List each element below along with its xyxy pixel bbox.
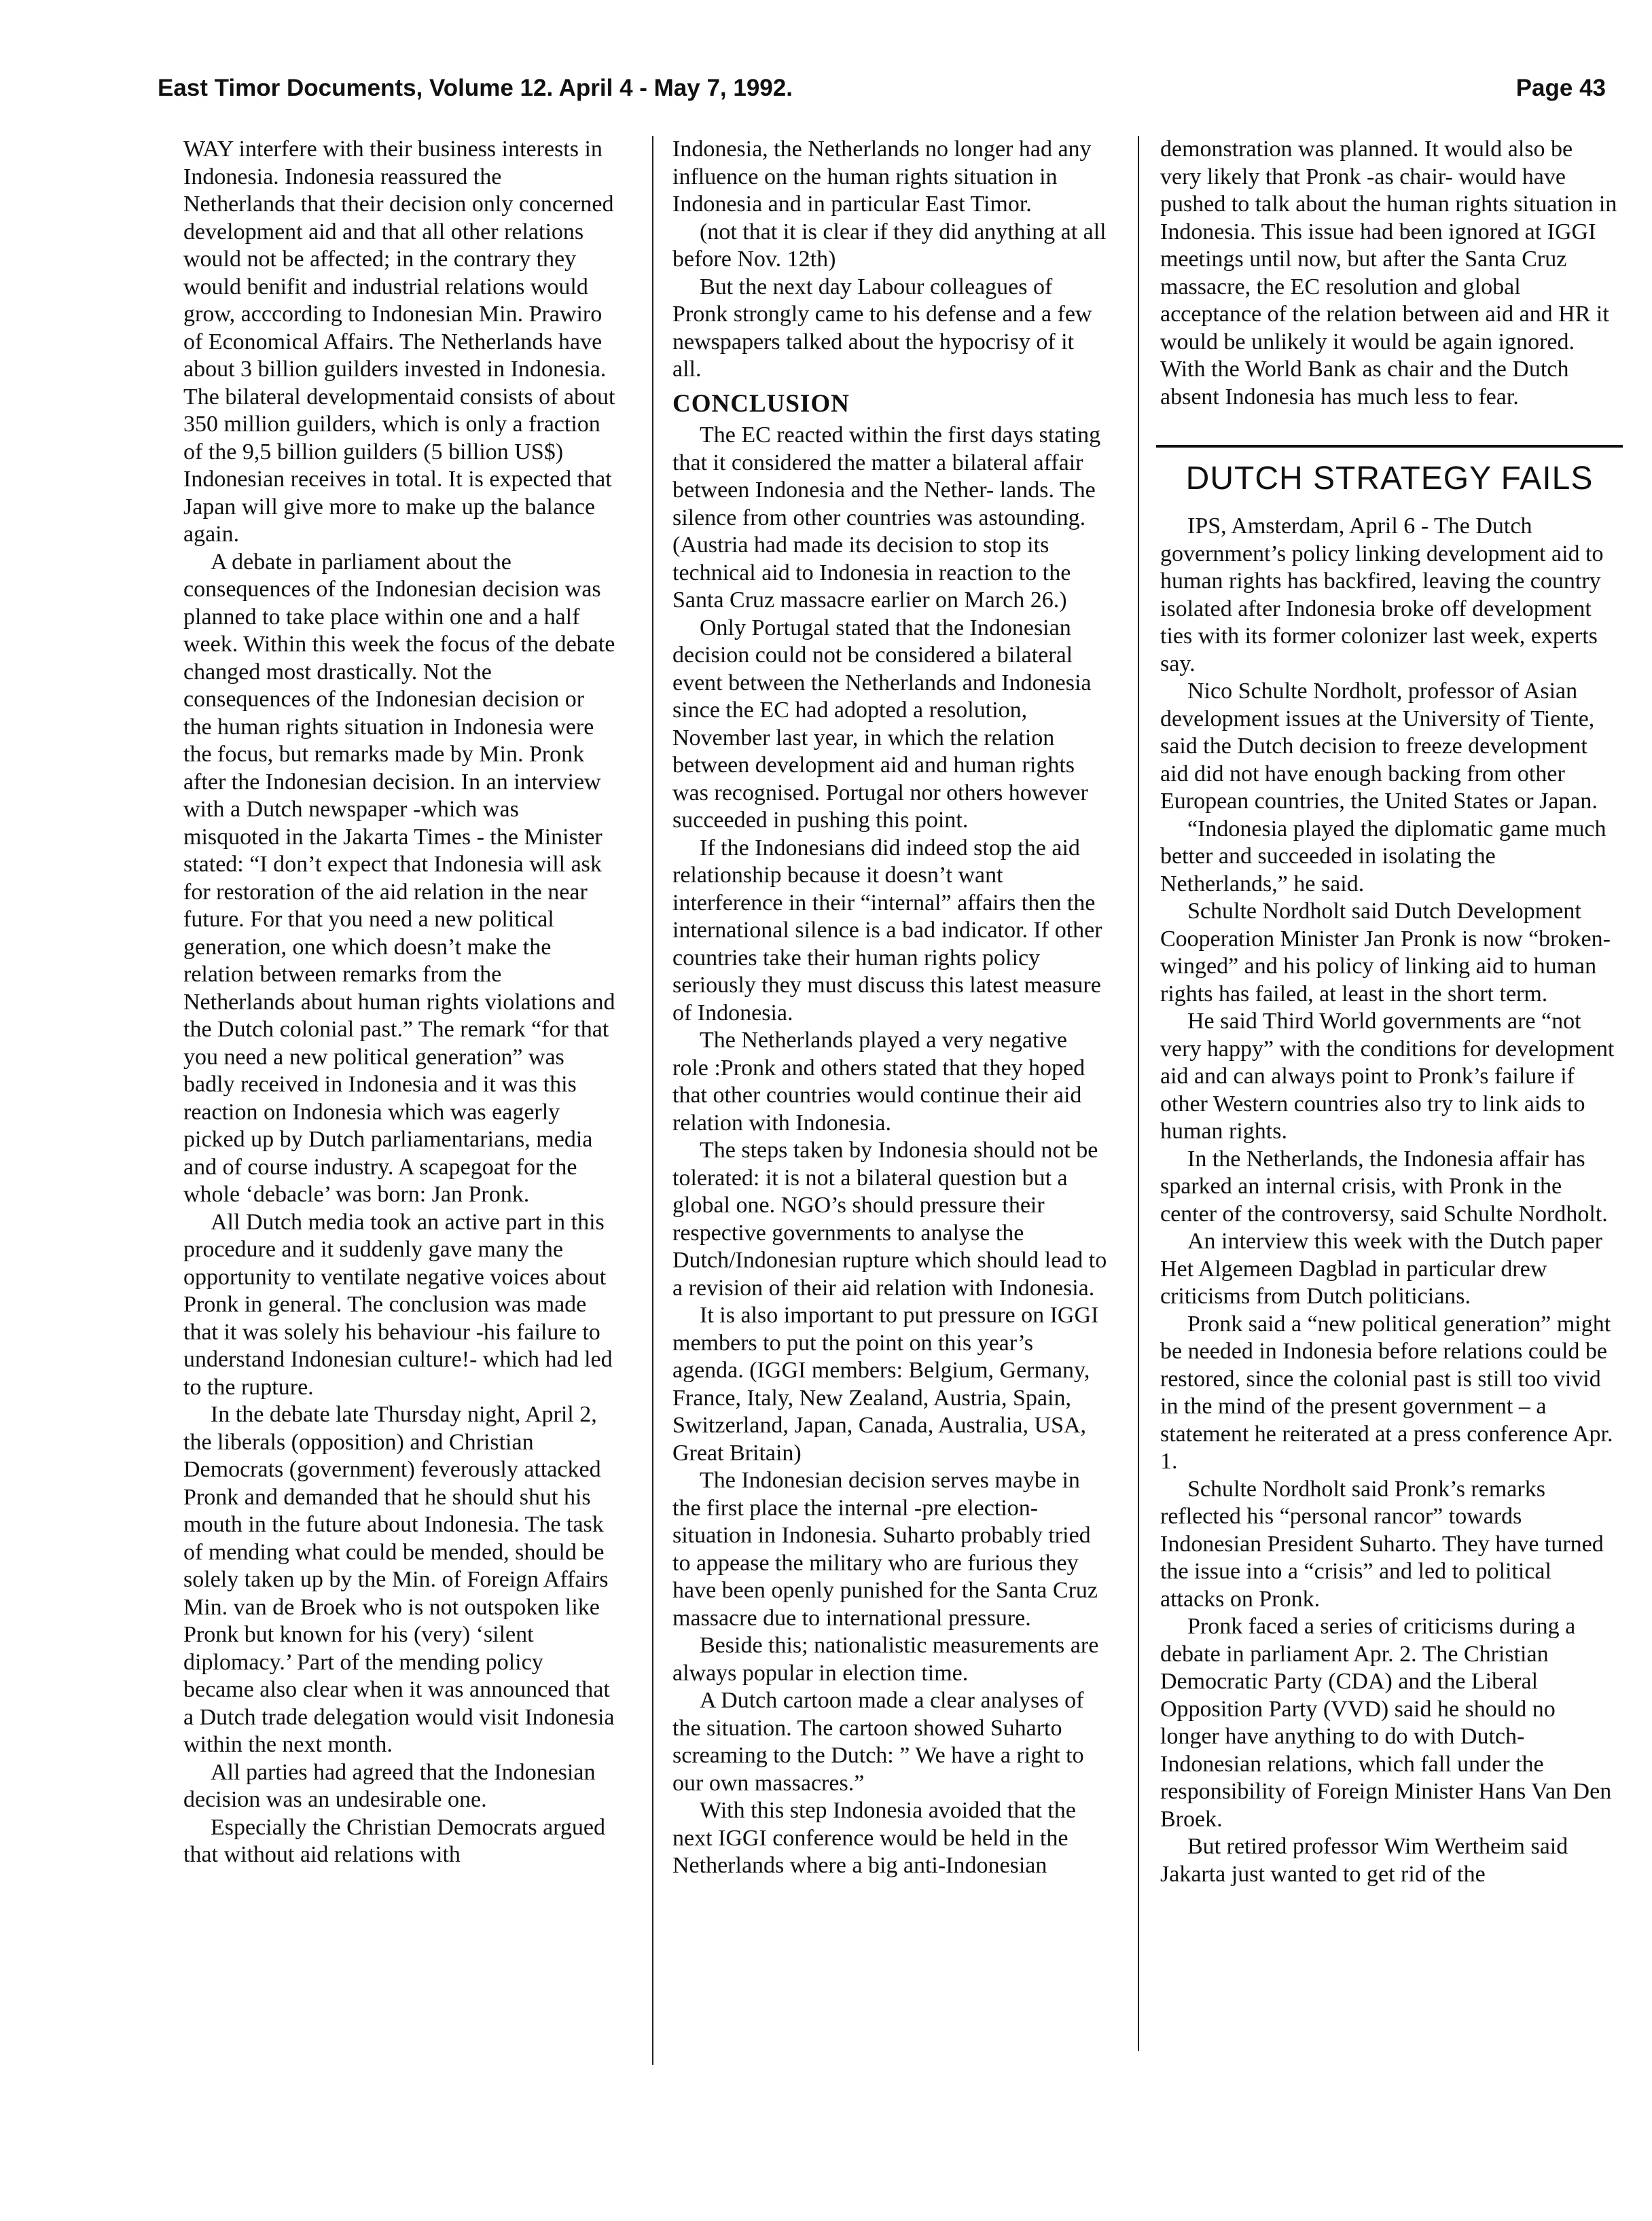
- column-2: [672, 136, 1107, 1880]
- paragraph: IPS, Amsterdam, April 6 - The Dutch government’s policy linking development aid to human rights has backfired, leaving the country isolated after Indonesia broke off development ties with its former colonizer last week, experts say.: [1160, 513, 1604, 676]
- paragraph: All parties had agreed that the Indonesian decision was an undesirable one.: [183, 1759, 596, 1812]
- paragraph: Pronk faced a series of criticisms during a debate in parliament Apr. 2. The Christian Democratic Party (CDA) and the Liberal Opposition Party (VVD) said he should no longer have anything to do with Dutch-Indonesian relations, which fall under the responsibility of Foreign Minister Hans Van Den Broek.: [1160, 1614, 1612, 1832]
- paragraph: It is also important to put pressure on IGGI members to put the point on this year’s agenda. (IGGI members: Belgium, Germany, France, Italy, New Zealand, Austria, Spain, Switzerland, Japan, Canada, Australia, USA, Great Britain): [672, 1303, 1099, 1466]
- paragraph: Indonesia, the Netherlands no longer had any influence on the human rights situation in Indonesia and in particular East Timor.: [672, 137, 1092, 217]
- paragraph: All Dutch media took an active part in this procedure and it suddenly gave many the opportunity to ventilate negative voices about Pronk in general. The conclusion was made that it was solely his behaviour -his failure to understand Indonesian culture!- which had led to the rupture.: [183, 1209, 613, 1400]
- paragraph: With this step Indonesia avoided that the next IGGI conference would be held in the Netherlands where a big anti-Indonesian: [672, 1798, 1076, 1878]
- paragraph: An interview this week with the Dutch paper Het Algemeen Dagblad in particular drew criticisms from Dutch politicians.: [1160, 1229, 1602, 1309]
- article-divider: [1156, 445, 1623, 448]
- paragraph: WAY interfere with their business interests in Indonesia. Indonesia reassured the Netherlands that their decision only concerned development aid and that all other relations would not be affected; in the contrary they would benifit and industrial relations would grow, acccording to Indonesian Min. Prawiro of Economical Affairs. The Netherlands have about 3 billion guilders invested in Indonesia. The bilateral developmentaid consists of about 350 million guilders, which is only a fraction of the 9,5 billion guilders (5 billion US$) Indonesian receives in total. It is expected that Japan will give more to make up the balance again.: [183, 137, 615, 547]
- paragraph: Schulte Nordholt said Pronk’s remarks reflected his “personal rancor” towards Indonesian President Suharto. They have turned the issue into a “crisis” and led to political attacks on Pronk.: [1160, 1476, 1604, 1612]
- publication-title: East Timor Documents, Volume 12. April 4 - May 7, 1992.: [158, 75, 793, 101]
- paragraph: If the Indonesians did indeed stop the aid relationship because it doesn’t want interference in their “internal” affairs then the international silence is a bad indicator. If other countries take their human rights policy seriously they must discuss this latest measure of Indonesia.: [672, 835, 1102, 1026]
- page-number: Page 43: [1515, 75, 1606, 101]
- column-divider: [1138, 136, 1139, 2051]
- article-title: DUTCH STRATEGY FAILS: [1185, 461, 1594, 496]
- paragraph: Schulte Nordholt said Dutch Development Cooperation Minister Jan Pronk is now “broken-winged” and his policy of linking aid to human rights has failed, at least in the short term.: [1160, 899, 1611, 1007]
- paragraph: Only Portugal stated that the Indonesian decision could not be considered a bilateral event between the Netherlands and Indonesia since the EC had adopted a resolution, November last year, in which the relation between development aid and human rights was recognised. Portugal nor others however succeeded in pushing this point.: [672, 615, 1092, 833]
- column-divider: [652, 136, 653, 2065]
- column-1: [183, 136, 618, 1869]
- paragraph: The Netherlands played a very negative role :Pronk and others stated that they hoped that other countries would continue their aid relation with Indonesia.: [672, 1028, 1085, 1136]
- paragraph: The steps taken by Indonesia should not be tolerated: it is not a bilateral question but a global one. NGO’s should pressure their respective governments to analyse the Dutch/Indonesian rupture which should lead to a revision of their aid relation with Indonesia.: [672, 1138, 1107, 1301]
- paragraph: (not that it is clear if they did anything at all before Nov. 12th): [672, 219, 1107, 272]
- paragraph: “Indonesia played the diplomatic game much better and succeeded in isolating the Netherlands,” he said.: [1160, 816, 1606, 897]
- column-3: [1160, 136, 1619, 1888]
- paragraph: demonstration was planned. It would also be very likely that Pronk -as chair- would have pushed to talk about the human rights situation in Indonesia. This issue had been ignored at IGGI meetings until now, but after the Santa Cruz massacre, the EC resolution and global acceptance of the relation between aid and HR it would be unlikely it would be again ignored. With the World Bank as chair and the Dutch absent Indonesia has much less to fear.: [1160, 137, 1617, 410]
- paragraph: The EC reacted within the first days stating that it considered the matter a bilateral affair between Indonesia and the Nether- lands. The silence from other countries was astounding. (Austria had made its decision to stop its technical aid to Indonesia in reaction to the Santa Cruz massacre earlier on March 26.): [672, 422, 1101, 613]
- paragraph: In the debate late Thursday night, April 2, the liberals (opposition) and Christian Democrats (government) feverously attacked Pronk and demanded that he should shut his mouth in the future about Indonesia. The task of mending what could be mended, should be solely taken up by the Min. of Foreign Affairs Min. van de Broek who is not outspoken like Pronk but known for his (very) ‘silent diplomacy.’ Part of the mending policy became also clear when it was announced that a Dutch trade delegation would visit Indonesia within the next month.: [183, 1402, 615, 1757]
- paragraph: In the Netherlands, the Indonesia affair has sparked an internal crisis, with Pronk in the center of the controversy, said Schulte Nordholt.: [1160, 1146, 1608, 1227]
- paragraph: A Dutch cartoon made a clear analyses of the situation. The cartoon showed Suharto screaming to the Dutch: ” We have a right to our own massacres.”: [672, 1688, 1084, 1796]
- paragraph: Especially the Christian Democrats argued that without aid relations with: [183, 1814, 605, 1867]
- paragraph: But the next day Labour colleagues of Pronk strongly came to his defense and a few newspapers talked about the hypocrisy of it all.: [672, 274, 1092, 382]
- paragraph: He said Third World governments are “not very happy” with the conditions for development aid and can always point to Pronk’s failure if other Western countries also try to link aids to human rights.: [1160, 1009, 1615, 1144]
- section-heading-conclusion: CONCLUSION: [672, 389, 850, 418]
- paragraph: Pronk said a “new political generation” might be needed in Indonesia before relations could be restored, since the colonial past is still too vivid in the mind of the present government – a statement he reiterated at a press conference Apr. 1.: [1160, 1311, 1613, 1474]
- paragraph: The Indonesian decision serves maybe in the first place the internal -pre election- situation in Indonesia. Suharto probably tried to appease the military who are furious they have been openly punished for the Santa Cruz massacre due to international pressure.: [672, 1468, 1098, 1631]
- paragraph: A debate in parliament about the consequences of the Indonesian decision was planned to take place within one and a half week. Within this week the focus of the debate changed most drastically. Not the consequences of the Indonesian decision or the human rights situation in Indonesia were the focus, but remarks made by Min. Pronk after the Indonesian decision. In an interview with a Dutch newspaper -which was misquoted in the Jakarta Times - the Minister stated: “I don’t expect that Indonesia will ask for restoration of the aid relation in the near future. For that you need a new political generation, one which doesn’t make the relation between remarks from the Netherlands about human rights violations and the Dutch colonial past.” The remark “for that you need a new political generation” was badly received in Indonesia and it was this reaction on Indonesia which was eagerly picked up by Dutch parliamentarians, media and of course industry. A scapegoat for the whole ‘debacle’ was born: Jan Pronk.: [183, 549, 615, 1207]
- paragraph: Nico Schulte Nordholt, professor of Asian development issues at the University of Tiente, said the Dutch decision to freeze development aid did not have enough backing from other European countries, the United States or Japan.: [1160, 679, 1598, 814]
- page-header: [158, 68, 1606, 109]
- paragraph: Beside this; nationalistic measurements are always popular in election time.: [672, 1633, 1099, 1686]
- paragraph: But retired professor Wim Wertheim said Jakarta just wanted to get rid of the: [1160, 1834, 1568, 1887]
